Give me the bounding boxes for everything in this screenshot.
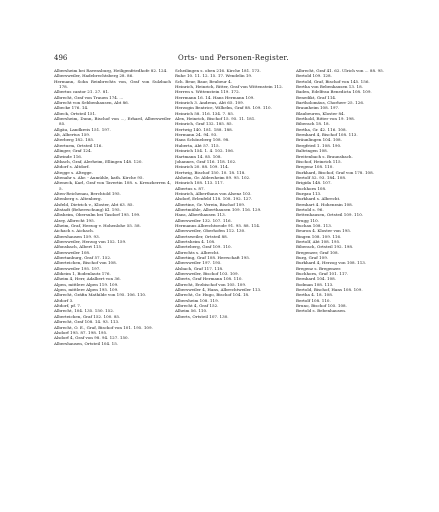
register-entry: Albershausen, Ortsteil 104. 15. [54, 340, 119, 346]
register-entry: Allwinde 116. [54, 153, 83, 159]
register-entry: Biberach, Ortsteil 192. 198. [296, 244, 354, 250]
register-column-3 [296, 68, 413, 486]
register-entry: Albrecht, Gr. Hugo, Bischof 104. 18. [175, 292, 250, 298]
register-entry: Hertwig 140. 181. 188. 188. [175, 126, 234, 132]
register-entry: Burkhard s. Albrecht. [296, 196, 341, 202]
register-entry: Beuron 4. Kloster von 195. [296, 228, 352, 234]
register-entry: Breitenbach s. Braunsbach. [296, 153, 353, 159]
register-entry: Hertwig, Bischof 150. 10. 18. 118. [175, 169, 246, 175]
register-entry: Altbach, Graf, Alerheim, Ellingen 148. 120. [54, 158, 143, 164]
register-entry: Bettenhausen, Ortsteil 109. 110. [296, 212, 364, 218]
register-entry: Bertolf 52. 93. 184. 108. [296, 174, 347, 180]
register-entry: Alberts, Graf Hermann 108. 110. [175, 276, 243, 282]
register-entry: Bregenzer, Graf 108. [296, 249, 339, 255]
register-entry: Hartmann 14. 85. 108. [175, 153, 222, 159]
page-header [54, 53, 413, 63]
register-entry: Alsfeld, Dietrich v., Kloster, Abt 63. 85. [54, 201, 134, 207]
register-entry: Albrechts s. Albrecht. [175, 249, 220, 255]
register-entry: Alpen, mittlere Alpen 195. 109. [54, 287, 119, 293]
register-entry: Albersweiler, Bischof 103. 109. [175, 271, 239, 277]
register-entry: Bertha 4. 18. 108. [296, 292, 334, 298]
register-entry: Burgau 113. [296, 190, 322, 196]
register-entry: Heinrich, Graf 132. 185. 85. [175, 121, 233, 127]
register-entry: Bernhard 4, Bischof 108. 113. [296, 132, 358, 138]
register-entry: Brugg 110. [296, 217, 319, 223]
register-entry: Heinrich 108. 113. 117. [175, 180, 224, 186]
register-entry: Alex, Heinrich, Bischof 15. 95. 11. 181. [175, 116, 256, 122]
register-entry: Allinger, Graf 124. [54, 148, 92, 154]
register-entry: Bruno, Bischof 105. 108. [296, 303, 347, 309]
register-entry: Albertine, Gr. Verein, Bischof 109. [175, 201, 246, 207]
register-entry: Alfonsbach, Albert 115. [54, 244, 103, 250]
register-entry: Hermanns Albrechtsrode 91. 95. 88. 114. [175, 222, 261, 228]
register-entry: Alpen, mittlere Alpen 119. 109. [54, 281, 119, 287]
register-entry: Heinrich 58. 116. 134. 7. 85. [175, 110, 235, 116]
register-entry: Burkhard, Bischof, Graf von 178. 108. [296, 169, 374, 175]
register-entry: Alt, Albertus 159. [54, 132, 91, 138]
register-entry: Braunheim 108. 197. [296, 105, 340, 111]
register-entry: Bartholomäus, Chorherr 25. 126. [296, 100, 365, 106]
register-entry: Albertmühle, Alberthausen 109. 116. 129. [175, 206, 262, 212]
register-entry: Albersheim bei Ravensburg, Heiligenfriedhofe 82. 124. [54, 68, 168, 73]
register-entry: Albersweiler, Herzog von 152. 159. [54, 239, 127, 244]
register-entry: Bertold s. 96. [296, 206, 324, 212]
register-entry: Albecke 176. 14. [54, 105, 89, 111]
register-entry: Buchau 108. 113. [296, 222, 333, 228]
register-entry: Albrecht, O. E., Graf, Bischof von 101. 195. 109. [54, 324, 153, 330]
register-entry: Herzogin Beatrice, Wilhelm, Graf 88. 109. 110. [175, 105, 272, 111]
register-entry: Baltringen 108. [296, 148, 329, 154]
register-entry: Alberts, Ortsteil 107. 130. [175, 313, 229, 319]
register-entry: Albrecht, 104. 135. 150. 152. [54, 308, 115, 314]
register-entry: Hans, Alberthausen 113. [175, 212, 226, 218]
register-entry: Herrmann 16. 14. Hans Hermann 109. [175, 94, 255, 100]
register-entry: Bingen 108. 109. 116. [296, 233, 342, 239]
register-entry: Albersweiler, Hadebrechtsberg 28. 86. [54, 73, 134, 79]
register-entry: Heinrich 20. 88. 109. 114. [175, 164, 229, 170]
register-entry: Allgäu, Landkreis 151. 197. [54, 126, 111, 132]
register-entry: Bertha von Bebenhausen 13. 18. [296, 84, 363, 90]
register-entry: Bergfried 1. 108. 190. [296, 142, 342, 148]
register-entry: Albersweiler 4, Hans, Albrechtweiler 113. [175, 287, 262, 293]
register-entry: Burg, Graf 109. [296, 255, 329, 261]
register-entry: Albrecht, Graf 108. 14. 93. 113. [54, 319, 120, 325]
register-entry: Altenberg s. Altenberg. [54, 196, 102, 202]
register-entry: Ruhe 10. 11. 12. 15. 17. Wendelin 19. [175, 73, 253, 79]
register-entry: Heinrich, Heinrich, Ritter, Graf von Wittenstein 112. [175, 84, 283, 90]
register-entry: Alteneck, Karl, Graf von Tavertin 108. s. Kreuzherren 4, 5. [54, 180, 171, 191]
register-entry: Bernhard 104. 108. [296, 276, 337, 282]
register-entry: Albertanburg, Graf 57. 152. [54, 255, 112, 261]
register-entry: Scheilingen s. oben 216. Kirche 181. 173. [175, 68, 261, 73]
register-entry: Altdorf 3. [54, 297, 74, 303]
register-entry: Altstadt (Beherrschung) Kl. 195. [54, 206, 121, 212]
register-entry: Alberting, Graf 108. Herrschaft 195. [175, 255, 251, 261]
page-title: Orts- und Personen-Register. [178, 54, 289, 62]
register-entry: Heinrich 3. Andreas, Abt 65. 109. [175, 100, 245, 106]
register-entry: Alheim, Graf, Herzog v. Hohenlohe 55. 58. [54, 222, 141, 228]
register-entry: Altdorf, pf. 7. [54, 303, 82, 309]
register-entry: Buchhorn 108. [296, 185, 327, 191]
register-entry: Alsdorf 195. 87. 198. 195. [54, 329, 108, 335]
page-number: 496 [54, 54, 68, 62]
register-entry: Albersheim 108. 119. [175, 297, 219, 303]
register-entry: Berthold, Ritter von 19. 198. [296, 116, 355, 122]
register-entry: Bernhart 4. Hohenrain 108. [296, 201, 354, 207]
register-entry: Albrecht, Graf von Trauen 174. ... [54, 94, 124, 100]
register-entry: Alzey, Albrecht 195. [54, 217, 95, 223]
register-entry: Albersweiler 197. 195. [175, 260, 222, 266]
register-entry: Albertus s. 87. [175, 185, 205, 191]
register-entry: Bregenz s. Bregenzer. [296, 265, 342, 271]
register-entry: Biberach 18. 18. [296, 121, 330, 127]
register-entry: Albeck, Ortsteil 151. [54, 110, 97, 116]
register-entry: Benedikt, Graf 114. [296, 94, 337, 100]
register-entry: Albrecht, Erzbischof von 105. 109. [175, 281, 247, 287]
register-entry: Altenahr s. Ahr. - Aumühle, kath. Kirche 95. [54, 174, 144, 180]
register-entry: Alberteichen, Bischof von 108. [54, 260, 117, 266]
register-entry: Huberta, Abt 57. 115. [175, 142, 220, 148]
register-entry: Herren s. Wittenstein 119. 172. [175, 89, 240, 95]
register-entry: Heinrich, Alberthaus von Alsenz 103. [175, 190, 252, 196]
register-column-2 [175, 68, 292, 486]
register-entry: Hermann, Sohn Reinbrechts von, Graf von Sulzbach 178. [54, 78, 171, 90]
register-entry: Johannes, Graf 116. 118. 102. [175, 158, 237, 164]
register-entry: Bertha, Gr. 42. 116. 108. [296, 126, 347, 132]
register-entry: Albertus cantor 21. 27. 81. [54, 89, 110, 95]
register-entry: Albrecht 4, Graf 152. [175, 303, 219, 309]
register-entry: Bischof, Heinrich 115. [296, 158, 342, 164]
register-entry: Bertold 109. 128. [296, 73, 332, 79]
register-entry: Albershausen 159. 93. [54, 233, 100, 239]
register-entry: Bertold, Graf, Bischof von 145. 156. [296, 78, 370, 84]
register-entry: Albersweiler 195. 197. [54, 265, 101, 271]
register-entry: Heinrich 154. 1. 4. 102. 106. [175, 148, 235, 154]
register-entry: Alberteberg, Graf 109. 110. [175, 244, 232, 250]
register-entry: Sch. Beur, Baur, Beubeur 4. [175, 78, 232, 84]
register-entry: Bertold s. Bebenhausen. [296, 308, 347, 314]
register-entry: Alsheim, Gr. Aldersheim 89. 95. 102. [175, 174, 251, 180]
register-entry: Bodman 108. 113. [296, 281, 334, 287]
register-columns [54, 68, 414, 486]
register-entry: Bertolf, Abt 108. 195. [296, 239, 341, 244]
register-entry: Blaubeuren, Kloster 84. [296, 110, 345, 116]
register-entry: Albersheim, Dunn, Bischof von ..., Erhard, Albersweiler 85. [54, 116, 171, 127]
register-entry: Altdorf s. Altdorf. [54, 164, 90, 170]
register-entry: Buchhorn, Graf 101. 117. [296, 271, 349, 277]
register-entry: Albersweiler 108. [54, 249, 91, 255]
register-entry: Albrecht, Graf 41. 62. Ulrich von ... 88. 95. [296, 68, 385, 73]
register-entry: Albersweiler 132. 107. 116. [175, 217, 232, 223]
register-entry: Albertsweiler, Ortsteil 88. [175, 233, 229, 239]
register-entry: Albrecht, Gräfin Mathilde von 195. 106. 110. [54, 292, 147, 298]
register-entry: Alsbach, Graf 117. 118. [175, 265, 224, 271]
register-entry: Burkhard 4, Herzog von 108. 113. [296, 260, 367, 266]
register-entry: Hermann 24. 94. 93. [175, 132, 218, 138]
register-entry: Albsheim, Obersulm bei Tasdorf 195. 199. [54, 212, 141, 218]
register-entry: Alterturm, Ortsteil 116. [54, 142, 103, 148]
register-entry: Brigida 148. 107. [296, 180, 332, 186]
register-entry: Aichach s. Aichach. [54, 228, 94, 234]
register-entry: Altegge s. Altegge. [54, 169, 93, 175]
register-entry: Hans Schöneberg 108. 98. [175, 137, 230, 143]
register-entry: Alsdorf 4, Graf von 98. 94. 127. 150. [54, 335, 129, 341]
register-entry: Albheim 1, Bodenlautz 176. [54, 271, 111, 277]
register-entry: Bregenz 108. 110. [296, 164, 334, 170]
register-entry: Bertolf 108. 110. [296, 297, 331, 303]
register-entry: Albrecht von Sebbenhausen, Abt 86. [54, 100, 130, 106]
register-entry: Bertold, Bischof, Hans 108. 109. [296, 287, 363, 293]
register-entry: Alsdorf, Erlenfeld 118. 108. 192. 127. [175, 196, 253, 202]
register-entry: Albertsheim 4. 108. [175, 239, 216, 244]
register-entry: Alheim 56. 110. [175, 308, 208, 314]
register-entry: Bräunlingen 104. 108. [296, 137, 342, 143]
register-entry: Alberteichen, Graf 152. 100. 85. [54, 313, 121, 319]
register-entry: Alterberg 182. 185. [54, 137, 95, 143]
register-entry: Baden, Edelfrau Benedicta 108. 109. [296, 89, 372, 95]
register-column-1 [54, 68, 171, 486]
register-entry: Alten-Reichenau, Berchtold 195. [54, 190, 121, 196]
register-entry: Alheim 4, Herr, Adalbert von 36. [54, 276, 121, 282]
register-entry: Albersweiler, Oberhofen 112. 130. [175, 228, 246, 234]
